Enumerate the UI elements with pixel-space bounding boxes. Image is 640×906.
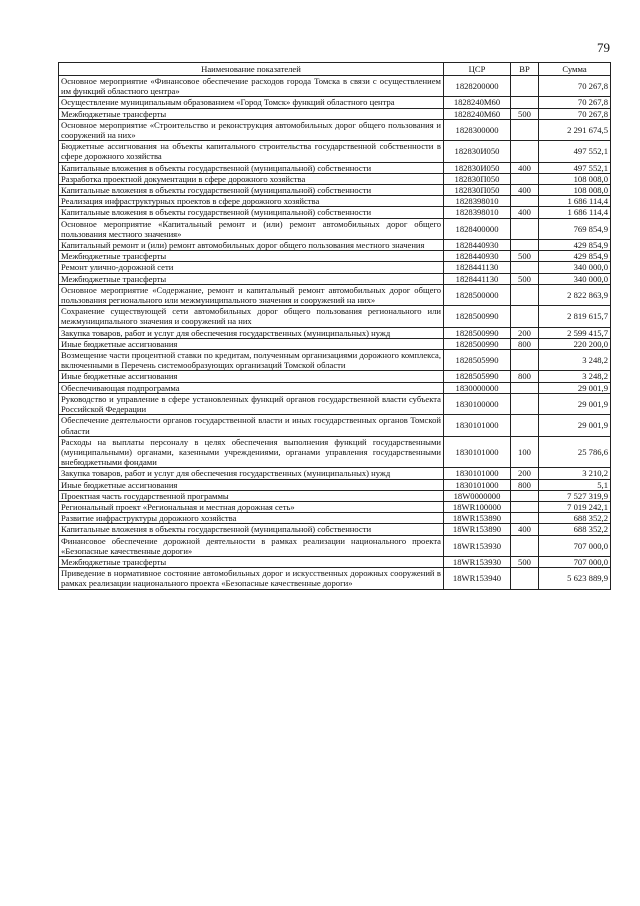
cell-name: Обеспечивающая подпрограмма bbox=[59, 382, 444, 393]
cell-code: 1828400000 bbox=[444, 218, 511, 239]
cell-name: Проектная часть государственной программы bbox=[59, 490, 444, 501]
cell-sum: 707 000,0 bbox=[539, 556, 611, 567]
cell-sum: 108 008,0 bbox=[539, 185, 611, 196]
cell-sum: 3 248,2 bbox=[539, 371, 611, 382]
cell-code: 182830П050 bbox=[444, 185, 511, 196]
cell-sum: 7 527 319,9 bbox=[539, 490, 611, 501]
cell-vr: 500 bbox=[511, 108, 539, 119]
cell-code: 1828398010 bbox=[444, 207, 511, 218]
table-row bbox=[59, 327, 611, 338]
cell-sum: 429 854,9 bbox=[539, 251, 611, 262]
cell-name: Капитальные вложения в объекты государственной (муниципальной) собственности bbox=[59, 162, 444, 173]
cell-code: 1828505990 bbox=[444, 371, 511, 382]
cell-name: Осуществление муниципальным образованием «Город Томск» функций областного центра bbox=[59, 97, 444, 108]
table-row bbox=[59, 436, 611, 468]
cell-code: 18WR153930 bbox=[444, 556, 511, 567]
cell-sum: 29 001,9 bbox=[539, 415, 611, 436]
cell-vr: 200 bbox=[511, 327, 539, 338]
cell-vr: 400 bbox=[511, 207, 539, 218]
cell-code: 1828441130 bbox=[444, 262, 511, 273]
table-row bbox=[59, 490, 611, 501]
table-row bbox=[59, 468, 611, 479]
cell-vr: 400 bbox=[511, 185, 539, 196]
cell-sum: 769 854,9 bbox=[539, 218, 611, 239]
cell-vr bbox=[511, 218, 539, 239]
cell-code: 18WR153890 bbox=[444, 524, 511, 535]
cell-vr: 800 bbox=[511, 479, 539, 490]
cell-code: 1830101000 bbox=[444, 468, 511, 479]
table-row bbox=[59, 284, 611, 305]
table-row bbox=[59, 393, 611, 414]
cell-code: 1828440930 bbox=[444, 240, 511, 251]
cell-sum: 340 000,0 bbox=[539, 273, 611, 284]
cell-sum: 688 352,2 bbox=[539, 513, 611, 524]
cell-name: Межбюджетные трансферты bbox=[59, 251, 444, 262]
cell-sum: 3 210,2 bbox=[539, 468, 611, 479]
cell-sum: 340 000,0 bbox=[539, 262, 611, 273]
cell-name: Расходы на выплаты персоналу в целях обеспечения выполнения функций государственными (муниципальными) органами, казенными учреждениями, органами управления государственными внебюджетными фондами bbox=[59, 436, 444, 468]
table-row bbox=[59, 524, 611, 535]
cell-code: 1828500990 bbox=[444, 306, 511, 327]
cell-name: Межбюджетные трансферты bbox=[59, 273, 444, 284]
table-row bbox=[59, 350, 611, 371]
cell-name: Иные бюджетные ассигнования bbox=[59, 479, 444, 490]
table-row bbox=[59, 338, 611, 349]
cell-vr bbox=[511, 393, 539, 414]
cell-code: 182830П050 bbox=[444, 173, 511, 184]
cell-sum: 497 552,1 bbox=[539, 141, 611, 162]
cell-sum: 688 352,2 bbox=[539, 524, 611, 535]
table-row bbox=[59, 535, 611, 556]
table-row bbox=[59, 207, 611, 218]
cell-code: 1828500000 bbox=[444, 284, 511, 305]
cell-sum: 70 267,8 bbox=[539, 97, 611, 108]
cell-sum: 2 822 863,9 bbox=[539, 284, 611, 305]
table-row bbox=[59, 251, 611, 262]
table-row bbox=[59, 141, 611, 162]
cell-name: Капитальные вложения в объекты государственной (муниципальной) собственности bbox=[59, 524, 444, 535]
cell-code: 1828441130 bbox=[444, 273, 511, 284]
cell-name: Капитальные вложения в объекты государственной (муниципальной) собственности bbox=[59, 185, 444, 196]
cell-sum: 25 786,6 bbox=[539, 436, 611, 468]
cell-code: 1828200000 bbox=[444, 76, 511, 97]
cell-sum: 70 267,8 bbox=[539, 108, 611, 119]
cell-name: Основное мероприятие «Содержание, ремонт и капитальный ремонт автомобильных дорог общего пользования регионального или межмуниципального значения и сооружений на них» bbox=[59, 284, 444, 305]
cell-sum: 707 000,0 bbox=[539, 535, 611, 556]
cell-vr: 800 bbox=[511, 371, 539, 382]
cell-vr bbox=[511, 196, 539, 207]
cell-name: Руководство и управление в сфере установленных функций органов государственной власти субъекта Российской Федерации bbox=[59, 393, 444, 414]
cell-code: 1830101000 bbox=[444, 415, 511, 436]
cell-vr bbox=[511, 535, 539, 556]
cell-name: Ремонт улично-дорожной сети bbox=[59, 262, 444, 273]
cell-name: Закупка товаров, работ и услуг для обеспечения государственных (муниципальных) нужд bbox=[59, 468, 444, 479]
cell-sum: 5 623 889,9 bbox=[539, 568, 611, 589]
cell-name: Приведение в нормативное состояние автомобильных дорог и искусственных дорожных сооружений в рамках реализации национального проекта «Безопасные качественные дороги» bbox=[59, 568, 444, 589]
cell-vr bbox=[511, 490, 539, 501]
cell-sum: 1 686 114,4 bbox=[539, 207, 611, 218]
table-row bbox=[59, 108, 611, 119]
cell-code: 18WR153930 bbox=[444, 535, 511, 556]
cell-code: 18W0000000 bbox=[444, 490, 511, 501]
budget-table bbox=[58, 62, 611, 590]
cell-vr bbox=[511, 284, 539, 305]
table-row bbox=[59, 240, 611, 251]
cell-vr: 400 bbox=[511, 524, 539, 535]
table-row bbox=[59, 119, 611, 140]
cell-code: 1830100000 bbox=[444, 393, 511, 414]
cell-vr bbox=[511, 97, 539, 108]
cell-name: Закупка товаров, работ и услуг для обеспечения государственных (муниципальных) нужд bbox=[59, 327, 444, 338]
cell-vr bbox=[511, 173, 539, 184]
cell-code: 1830101000 bbox=[444, 479, 511, 490]
cell-sum: 29 001,9 bbox=[539, 382, 611, 393]
header-code: ЦСР bbox=[444, 63, 511, 76]
table-row bbox=[59, 162, 611, 173]
cell-code: 1828300000 bbox=[444, 119, 511, 140]
table-row bbox=[59, 273, 611, 284]
cell-vr bbox=[511, 76, 539, 97]
cell-sum: 2 599 415,7 bbox=[539, 327, 611, 338]
table-row bbox=[59, 196, 611, 207]
cell-vr: 500 bbox=[511, 556, 539, 567]
cell-name: Бюджетные ассигнования на объекты капитального строительства государственной собственности в сфере дорожного хозяйства bbox=[59, 141, 444, 162]
header-sum: Сумма bbox=[539, 63, 611, 76]
cell-code: 18WR153940 bbox=[444, 568, 511, 589]
cell-name: Финансовое обеспечение дорожной деятельности в рамках реализации национального проекта «Безопасные качественные дороги» bbox=[59, 535, 444, 556]
cell-vr: 200 bbox=[511, 468, 539, 479]
cell-code: 1828500990 bbox=[444, 338, 511, 349]
table-row bbox=[59, 218, 611, 239]
table-row bbox=[59, 382, 611, 393]
cell-name: Реализация инфраструктурных проектов в сфере дорожного хозяйства bbox=[59, 196, 444, 207]
cell-vr bbox=[511, 240, 539, 251]
cell-sum: 1 686 114,4 bbox=[539, 196, 611, 207]
cell-vr: 500 bbox=[511, 251, 539, 262]
cell-name: Межбюджетные трансферты bbox=[59, 108, 444, 119]
cell-name: Региональный проект «Региональная и местная дорожная сеть» bbox=[59, 501, 444, 512]
cell-sum: 497 552,1 bbox=[539, 162, 611, 173]
cell-name: Межбюджетные трансферты bbox=[59, 556, 444, 567]
cell-sum: 29 001,9 bbox=[539, 393, 611, 414]
table-row bbox=[59, 415, 611, 436]
cell-vr bbox=[511, 119, 539, 140]
cell-sum: 3 248,2 bbox=[539, 350, 611, 371]
cell-code: 1830000000 bbox=[444, 382, 511, 393]
cell-sum: 2 291 674,5 bbox=[539, 119, 611, 140]
cell-code: 1828440930 bbox=[444, 251, 511, 262]
cell-vr bbox=[511, 141, 539, 162]
cell-name: Основное мероприятие «Финансовое обеспечение расходов города Томска в связи с осуществлением им функций областного центра» bbox=[59, 76, 444, 97]
cell-sum: 2 819 615,7 bbox=[539, 306, 611, 327]
cell-vr: 400 bbox=[511, 162, 539, 173]
cell-sum: 70 267,8 bbox=[539, 76, 611, 97]
table-row bbox=[59, 185, 611, 196]
cell-code: 1830101000 bbox=[444, 436, 511, 468]
cell-name: Иные бюджетные ассигнования bbox=[59, 371, 444, 382]
cell-vr: 100 bbox=[511, 436, 539, 468]
cell-vr bbox=[511, 501, 539, 512]
table-row bbox=[59, 513, 611, 524]
cell-sum: 108 008,0 bbox=[539, 173, 611, 184]
cell-sum: 220 200,0 bbox=[539, 338, 611, 349]
table-row bbox=[59, 501, 611, 512]
cell-code: 182830И050 bbox=[444, 141, 511, 162]
table-row bbox=[59, 306, 611, 327]
table-row bbox=[59, 97, 611, 108]
cell-name: Основное мероприятие «Капитальный ремонт и (или) ремонт автомобильных дорог общего пользования местного значения» bbox=[59, 218, 444, 239]
table-header-row bbox=[59, 63, 611, 76]
cell-name: Разработка проектной документации в сфере дорожного хозяйства bbox=[59, 173, 444, 184]
cell-vr bbox=[511, 382, 539, 393]
cell-code: 1828240М60 bbox=[444, 108, 511, 119]
cell-sum: 7 019 242,1 bbox=[539, 501, 611, 512]
cell-vr bbox=[511, 262, 539, 273]
cell-vr bbox=[511, 415, 539, 436]
table-row bbox=[59, 568, 611, 589]
cell-name: Возмещение части процентной ставки по кредитам, полученным организациями дорожного комплекса, включенными в Перечень системообразующих организаций Томской области bbox=[59, 350, 444, 371]
cell-sum: 429 854,9 bbox=[539, 240, 611, 251]
cell-vr bbox=[511, 306, 539, 327]
cell-name: Сохранение существующей сети автомобильных дорог общего пользования регионального или межмуниципального значения и сооружений на них bbox=[59, 306, 444, 327]
cell-vr bbox=[511, 568, 539, 589]
table-row bbox=[59, 479, 611, 490]
cell-name: Иные бюджетные ассигнования bbox=[59, 338, 444, 349]
cell-code: 1828240М60 bbox=[444, 97, 511, 108]
cell-vr: 800 bbox=[511, 338, 539, 349]
table-row bbox=[59, 371, 611, 382]
table-row bbox=[59, 262, 611, 273]
cell-code: 1828500990 bbox=[444, 327, 511, 338]
header-name: Наименование показателей bbox=[59, 63, 444, 76]
header-vr: ВР bbox=[511, 63, 539, 76]
cell-vr bbox=[511, 513, 539, 524]
cell-code: 18WR153890 bbox=[444, 513, 511, 524]
table-row bbox=[59, 76, 611, 97]
cell-vr bbox=[511, 350, 539, 371]
cell-vr: 500 bbox=[511, 273, 539, 284]
table-row bbox=[59, 556, 611, 567]
cell-code: 1828505990 bbox=[444, 350, 511, 371]
page-number: 79 bbox=[597, 40, 610, 55]
cell-name: Обеспечение деятельности органов государственной власти и иных государственных органов Томской области bbox=[59, 415, 444, 436]
cell-name: Основное мероприятие «Строительство и реконструкция автомобильных дорог общего пользования и сооружений на них» bbox=[59, 119, 444, 140]
cell-name: Капитальный ремонт и (или) ремонт автомобильных дорог общего пользования местного значения bbox=[59, 240, 444, 251]
cell-code: 182830И050 bbox=[444, 162, 511, 173]
cell-name: Развитие инфраструктуры дорожного хозяйства bbox=[59, 513, 444, 524]
cell-code: 1828398010 bbox=[444, 196, 511, 207]
cell-sum: 5,1 bbox=[539, 479, 611, 490]
cell-name: Капитальные вложения в объекты государственной (муниципальной) собственности bbox=[59, 207, 444, 218]
cell-code: 18WR100000 bbox=[444, 501, 511, 512]
table-row bbox=[59, 173, 611, 184]
